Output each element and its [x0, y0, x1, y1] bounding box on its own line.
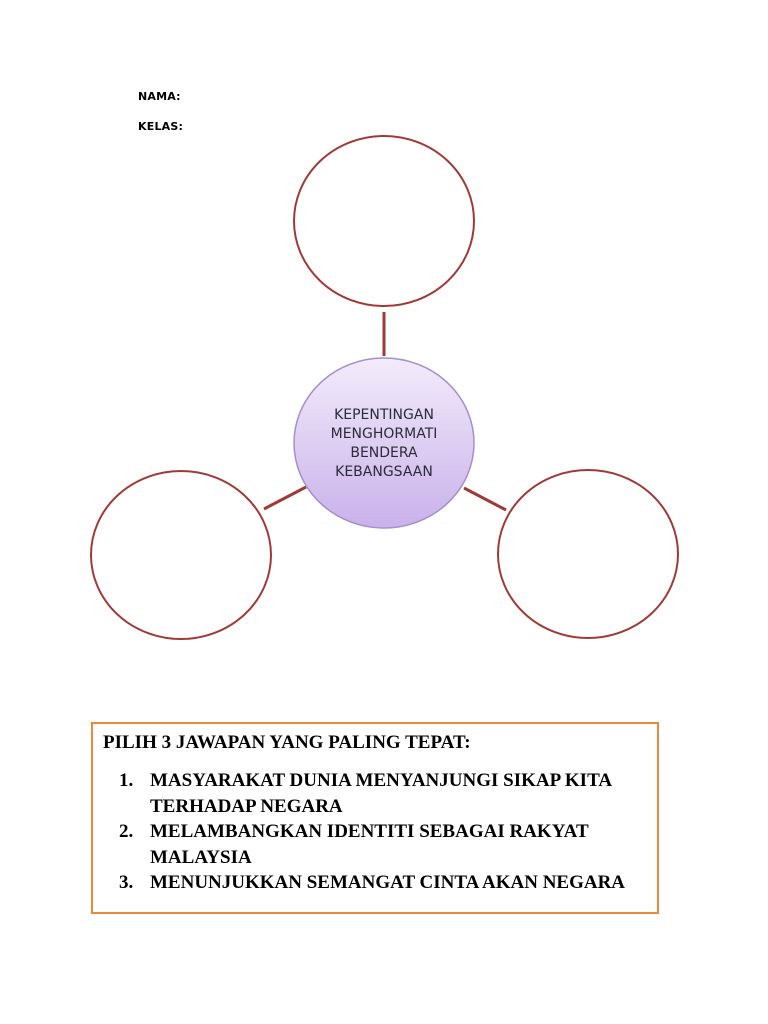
answer-item-2	[119, 819, 639, 870]
answer-item-3	[119, 870, 639, 896]
center-text-line-4: KEBANGSAAN	[335, 464, 433, 480]
answer-item-1	[119, 768, 639, 819]
answer-choices-box	[91, 722, 659, 914]
center-text-line-1: KEPENTINGAN	[334, 407, 434, 423]
answer-text: MELAMBANGKAN IDENTITI SEBAGAI RAKYAT MALAYSIA	[150, 821, 589, 868]
answer-text: MASYARAKAT DUNIA MENYANJUNGI SIKAP KITA TERHADAP NEGARA	[150, 770, 612, 817]
connector-left	[264, 487, 306, 509]
center-text-line-2: MENGHORMATI	[330, 426, 438, 442]
answer-number: 2.	[119, 821, 134, 842]
answer-number: 3.	[119, 872, 134, 893]
name-label: NAMA:	[138, 90, 181, 103]
answer-circle-left[interactable]	[91, 471, 271, 639]
answer-circle-top[interactable]	[294, 136, 474, 306]
center-circle	[294, 358, 474, 528]
center-text-line-3: BENDERA	[350, 445, 418, 461]
answer-circle-right[interactable]	[498, 470, 678, 638]
connector-right	[464, 488, 506, 510]
answer-title: PILIH 3 JAWAPAN YANG PALING TEPAT:	[103, 732, 471, 753]
answer-number: 1.	[119, 770, 134, 791]
answer-text: MENUNJUKKAN SEMANGAT CINTA AKAN NEGARA	[150, 872, 626, 893]
class-label: KELAS:	[138, 120, 184, 133]
answer-list	[119, 768, 639, 896]
